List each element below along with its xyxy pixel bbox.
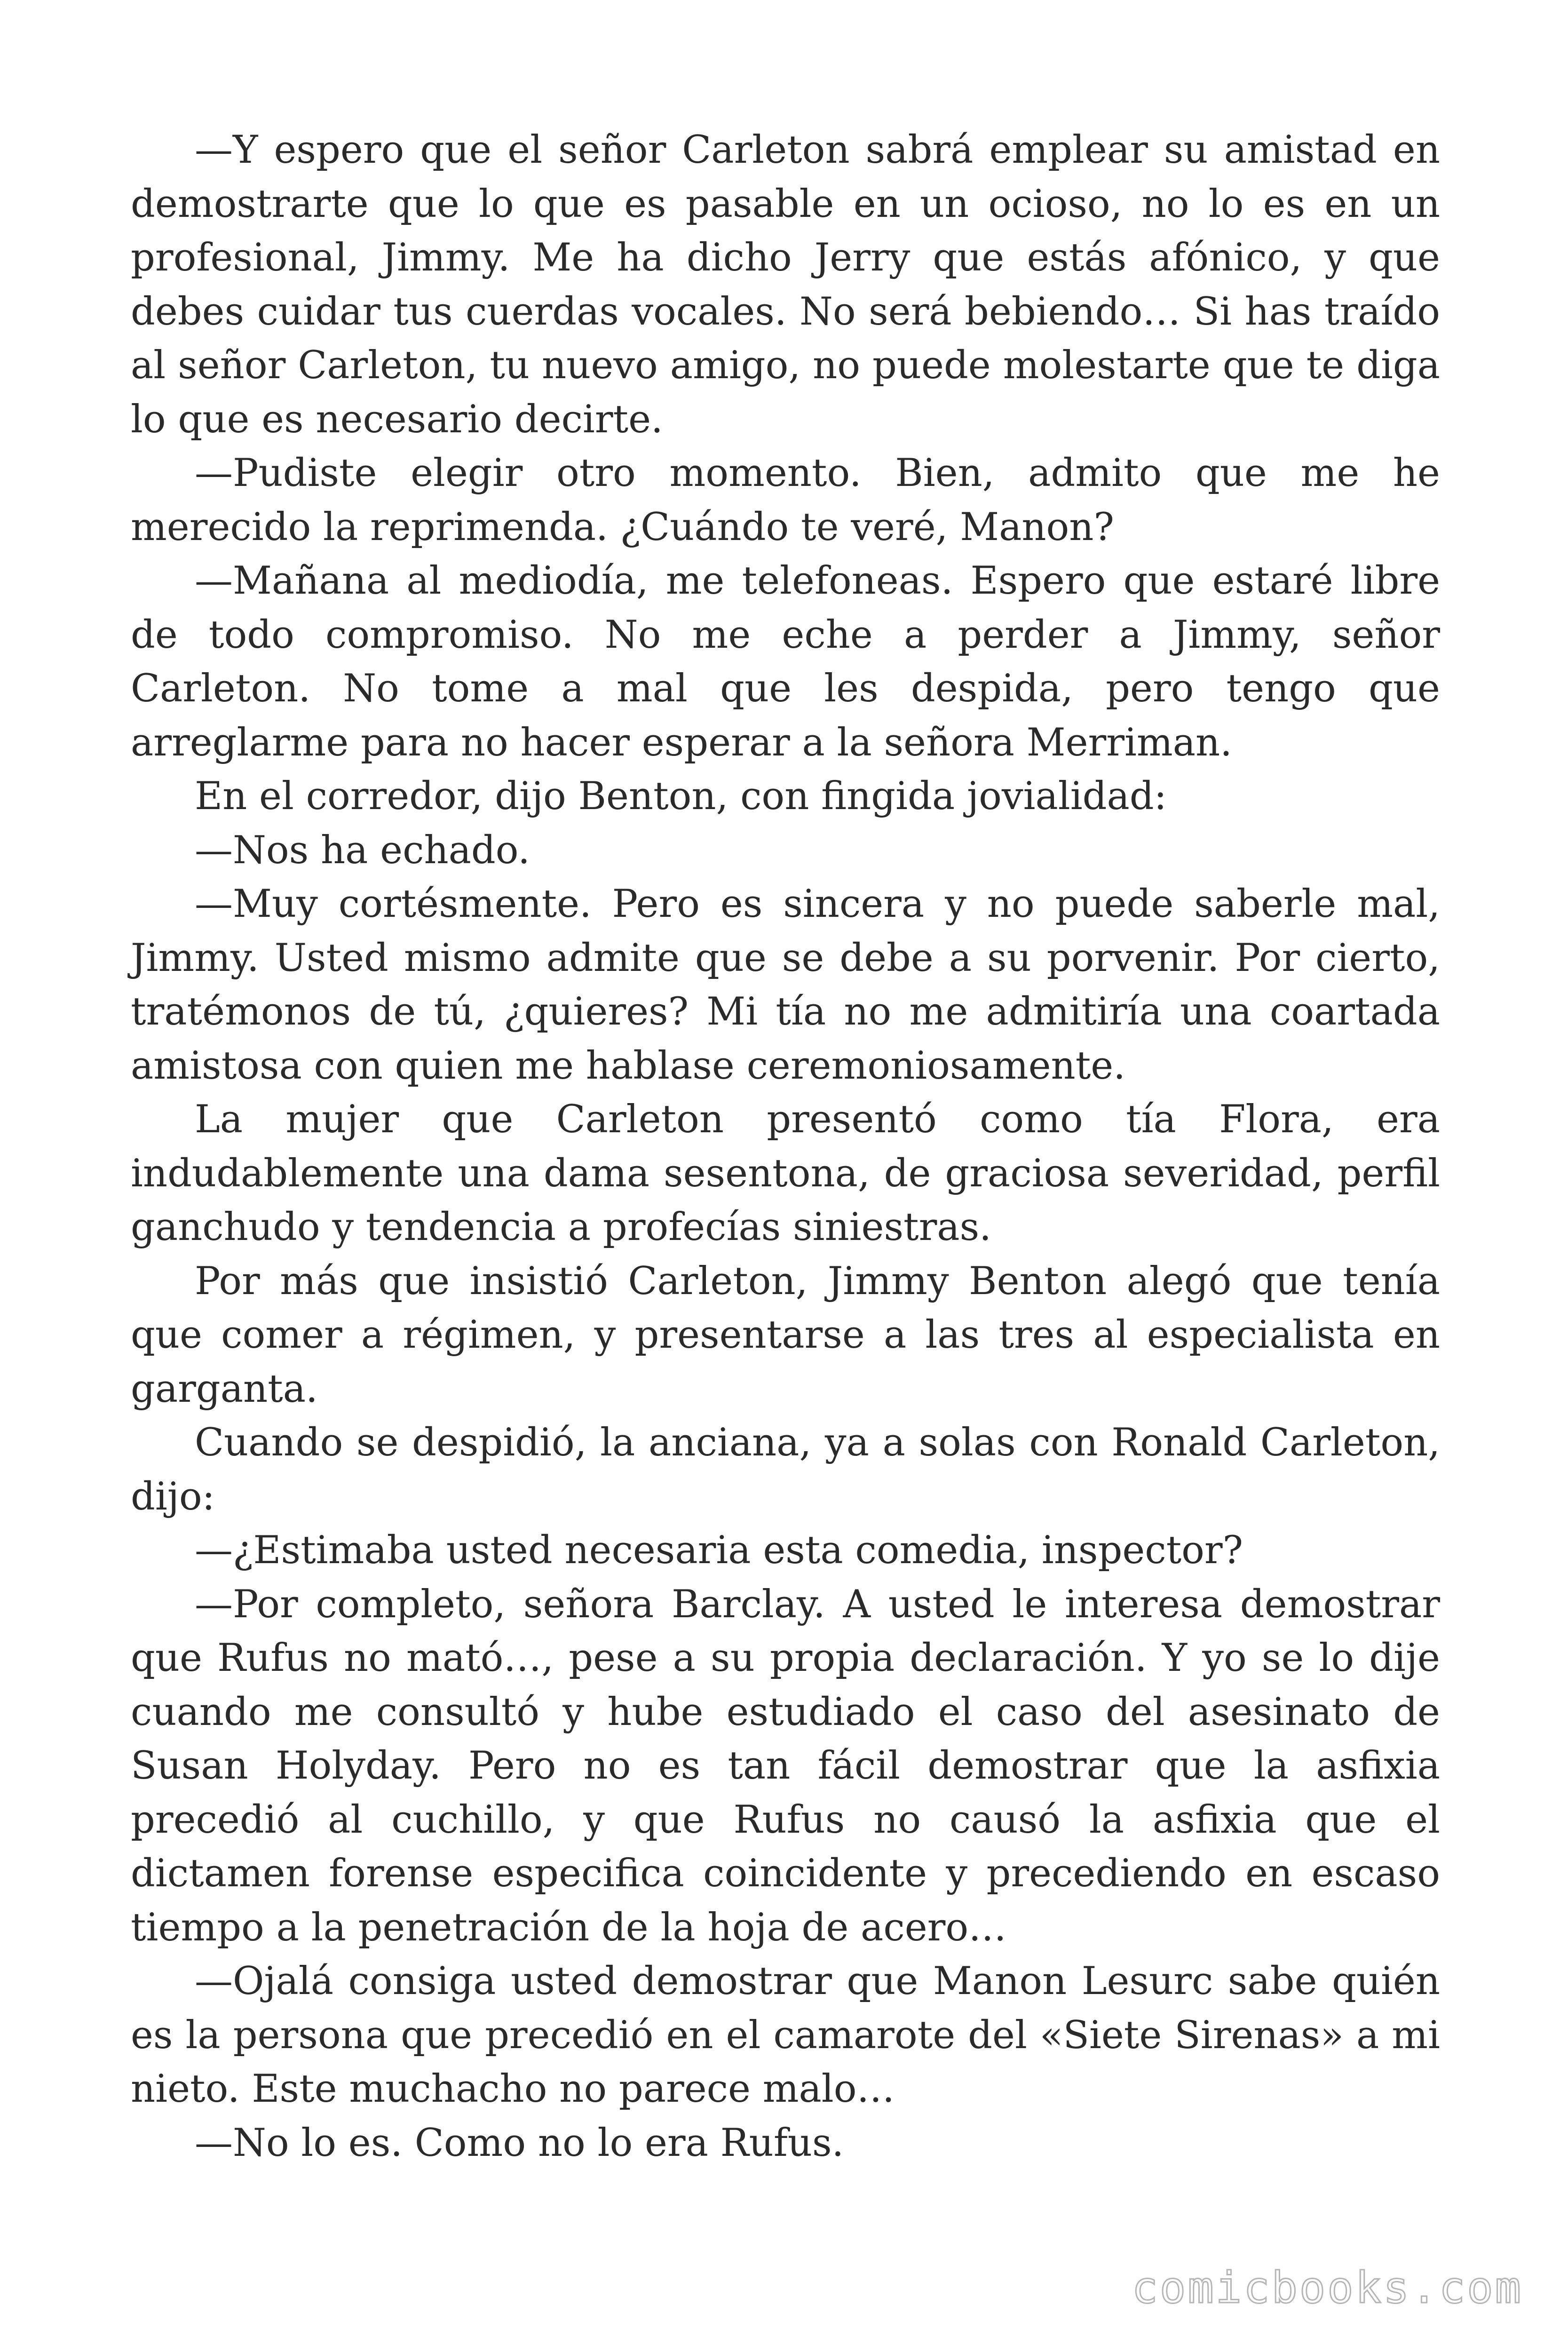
paragraph: —Muy cortésmente. Pero es sincera y no puede saberle mal, Jimmy. Usted mismo admite que se debe a su porvenir. Por cierto, tratémonos de tú, ¿quieres? Mi tía no me admitiría una coartada amistosa con quien me hablase ceremoniosamente.	[131, 882, 1440, 1088]
paragraph: —Por completo, señora Barclay. A usted le interesa demostrar que Rufus no mató…, pese a su propia declaración. Y yo se lo dije cuando me consultó y hube estudiado el caso del asesinato de Susan Holyday. Pero no es tan fácil demostrar que la asfixia precedió al cuchillo, y que Rufus no causó la asfixia que el dictamen forense especifica coincidente y precediendo en escaso tiempo a la penetración de la hoja de acero…	[131, 1582, 1440, 1950]
paragraph: —Pudiste elegir otro momento. Bien, admito que me he merecido la reprimenda. ¿Cuándo te veré, Manon?	[131, 451, 1440, 549]
paragraph: La mujer que Carleton presentó como tía Flora, era indudablemente una dama sesentona, de graciosa severidad, perfil ganchudo y tendencia a profecías siniestras.	[131, 1097, 1440, 1249]
page-text	[131, 123, 1440, 2170]
paragraph: Por más que insistió Carleton, Jimmy Benton alegó que tenía que comer a régimen, y presentarse a las tres al especialista en garganta.	[131, 1259, 1440, 1411]
paragraph: —¿Estimaba usted necesaria esta comedia, inspector?	[195, 1528, 1243, 1573]
paragraph: —Mañana al mediodía, me telefoneas. Espero que estaré libre de todo compromiso. No me eche a perder a Jimmy, señor Carleton. No tome a mal que les despida, pero tengo que arreglarme para no hacer esperar a la señora Merriman.	[131, 559, 1440, 765]
paragraph: —Ojalá consiga usted demostrar que Manon Lesurc sabe quién es la persona que precedió en el camarote del «Siete Sirenas» a mi nieto. Este muchacho no parece malo…	[131, 1959, 1440, 2111]
paragraph: —Nos ha echado.	[195, 828, 530, 873]
watermark: comicbooks.com	[1132, 2263, 1523, 2313]
paragraph: Cuando se despidió, la anciana, ya a solas con Ronald Carleton, dijo:	[131, 1421, 1440, 1519]
paragraph: —Y espero que el señor Carleton sabrá emplear su amistad en demostrarte que lo que es pasable en un ocioso, no lo es en un profesional, Jimmy. Me ha dicho Jerry que estás afónico, y que debes cuidar tus cuerdas vocales. No será bebiendo… Si has traído al señor Carleton, tu nuevo amigo, no puede molestarte que te diga lo que es necesario decirte.	[131, 128, 1440, 442]
paragraph: —No lo es. Como no lo era Rufus.	[195, 2121, 844, 2165]
paragraph: En el corredor, dijo Benton, con fingida jovialidad:	[195, 774, 1167, 818]
